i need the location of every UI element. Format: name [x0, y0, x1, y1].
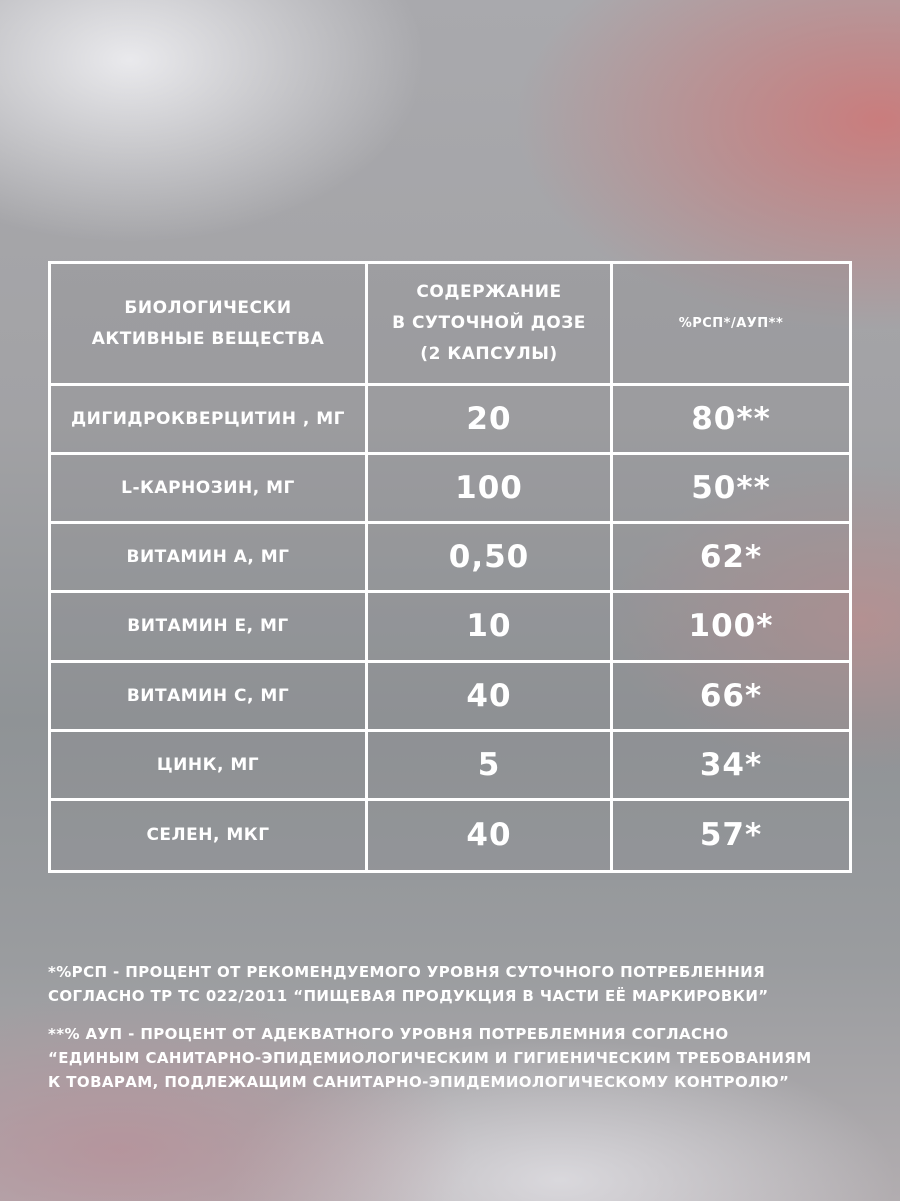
row-percent: 50** [613, 455, 849, 524]
row-name: ВИТАМИН С, МГ [51, 663, 368, 732]
header-content-line: СОДЕРЖАНИЕ [416, 282, 562, 302]
header-content [368, 264, 613, 386]
row-name: СЕЛЕН, МКГ [51, 801, 368, 870]
footnote-line: “ЕДИНЫМ САНИТАРНО-ЭПИДЕМИОЛОГИЧЕСКИМ И ГИГИЕНИЧЕСКИМ ТРЕБОВАНИЯМ [48, 1049, 812, 1067]
footnotes [48, 960, 878, 1108]
header-percent: %РСП*/АУП** [613, 264, 849, 386]
row-percent: 66* [613, 663, 849, 732]
row-percent: 80** [613, 386, 849, 455]
row-amount: 40 [368, 801, 613, 870]
row-amount: 20 [368, 386, 613, 455]
row-percent: 100* [613, 593, 849, 662]
header-substance [51, 264, 368, 386]
row-name: ЦИНК, МГ [51, 732, 368, 801]
footnote-line: *%РСП - ПРОЦЕНТ ОТ РЕКОМЕНДУЕМОГО УРОВНЯ СУТОЧНОГО ПОТРЕБЛЕННИЯ [48, 963, 766, 981]
row-percent: 34* [613, 732, 849, 801]
row-amount: 100 [368, 455, 613, 524]
footnote-line: **% АУП - ПРОЦЕНТ ОТ АДЕКВАТНОГО УРОВНЯ ПОТРЕБЛЕМНИЯ СОГЛАСНО [48, 1025, 729, 1043]
row-name: ВИТАМИН А, МГ [51, 524, 368, 593]
header-content-line: В СУТОЧНОЙ ДОЗЕ [392, 313, 586, 333]
row-name: ДИГИДРОКВЕРЦИТИН , МГ [51, 386, 368, 455]
footnote-aup [48, 1022, 878, 1094]
nutrition-table [48, 261, 852, 873]
row-name: ВИТАМИН Е, МГ [51, 593, 368, 662]
header-substance-line: АКТИВНЫЕ ВЕЩЕСТВА [91, 328, 325, 349]
row-amount: 40 [368, 663, 613, 732]
row-name: L-КАРНОЗИН, МГ [51, 455, 368, 524]
row-amount: 0,50 [368, 524, 613, 593]
header-content-line: (2 КАПСУЛЫ) [420, 344, 558, 364]
row-percent: 57* [699, 817, 763, 854]
row-amount: 10 [368, 593, 613, 662]
header-substance-line: БИОЛОГИЧЕСКИ [124, 297, 292, 318]
footnote-line: СОГЛАСНО ТР ТС 022/2011 “ПИЩЕВАЯ ПРОДУКЦИЯ В ЧАСТИ ЕЁ МАРКИРОВКИ” [48, 987, 769, 1005]
row-percent: 62* [613, 524, 849, 593]
row-amount: 5 [368, 732, 613, 801]
footnote-rsp [48, 960, 878, 1008]
footnote-line: К ТОВАРАМ, ПОДЛЕЖАЩИМ САНИТАРНО-ЭПИДЕМИОЛОГИЧЕСКОМУ КОНТРОЛЮ” [48, 1073, 790, 1091]
